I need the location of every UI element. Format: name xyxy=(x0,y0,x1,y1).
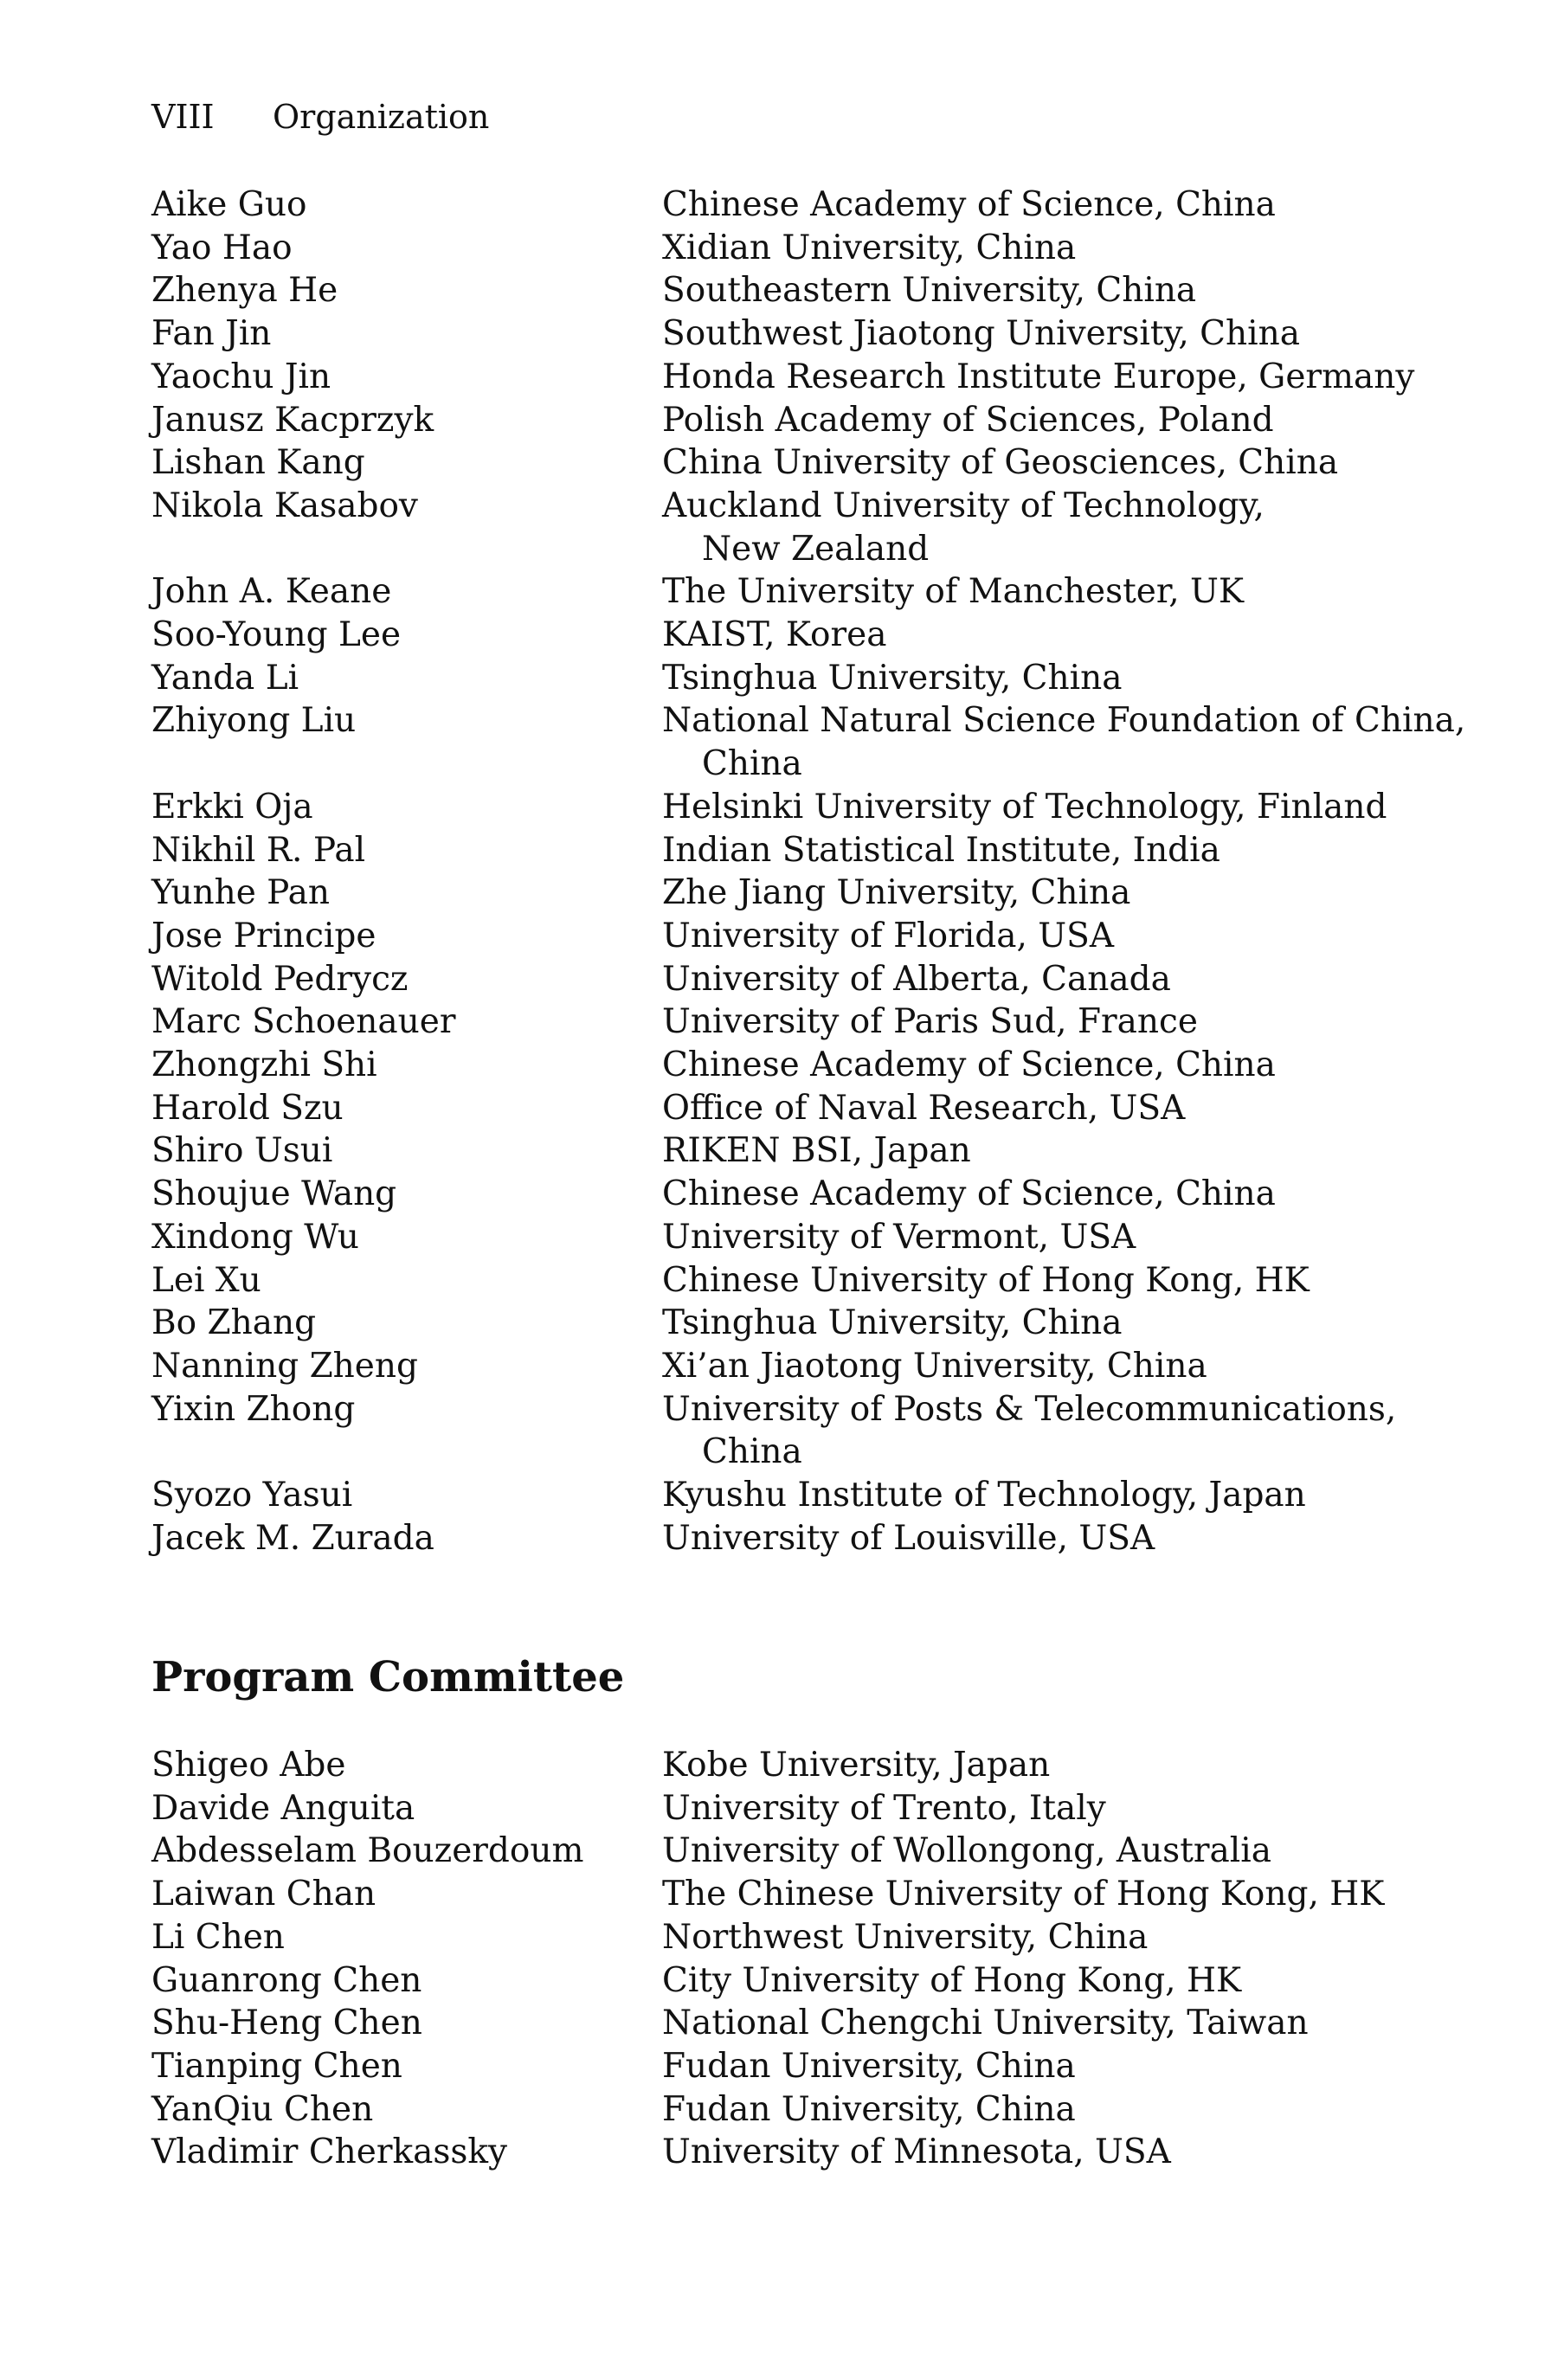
committee-member-row xyxy=(151,1959,1398,2003)
member-name: Yixin Zhong xyxy=(151,1389,356,1429)
member-name: Witold Pedrycz xyxy=(151,959,409,999)
member-name: Bo Zhang xyxy=(151,1303,317,1343)
member-affiliation xyxy=(662,227,1398,270)
member-affiliation xyxy=(662,399,1398,442)
committee-member-row xyxy=(151,570,1398,614)
committee-member-row xyxy=(151,1044,1398,1087)
affiliation-line: Kobe University, Japan xyxy=(662,1746,1051,1785)
member-name: Shigeo Abe xyxy=(151,1746,346,1785)
member-affiliation xyxy=(662,1787,1398,1830)
committee-member-row xyxy=(151,1474,1398,1517)
affiliation-line: Xi’an Jiaotong University, China xyxy=(662,1346,1207,1386)
committee-member-row xyxy=(151,1830,1398,1873)
committee-member-row xyxy=(151,1087,1398,1130)
member-name: Lei Xu xyxy=(151,1260,261,1300)
member-name: Zhongzhi Shi xyxy=(151,1045,377,1085)
member-affiliation xyxy=(662,183,1398,227)
member-affiliation xyxy=(662,1044,1398,1087)
member-affiliation xyxy=(662,570,1398,614)
affiliation-line: University of Louisville, USA xyxy=(662,1518,1155,1558)
affiliation-line: University of Paris Sud, France xyxy=(662,1002,1198,1042)
committee-member-row xyxy=(151,829,1398,872)
member-affiliation xyxy=(662,1000,1398,1044)
affiliation-line: City University of Hong Kong, HK xyxy=(662,1960,1242,2000)
member-name: Xindong Wu xyxy=(151,1217,359,1257)
affiliation-continuation: China xyxy=(702,1432,802,1472)
committee-member-row xyxy=(151,699,1466,785)
member-affiliation xyxy=(662,1474,1398,1517)
committee-member-row xyxy=(151,1517,1398,1560)
member-affiliation xyxy=(662,1388,1398,1474)
committee-member-row xyxy=(151,1216,1398,1259)
member-name: Erkki Oja xyxy=(151,787,313,827)
affiliation-line: University of Alberta, Canada xyxy=(662,959,1171,999)
member-affiliation xyxy=(662,1173,1398,1216)
committee-member-row xyxy=(151,312,1398,356)
member-affiliation xyxy=(662,1916,1398,1959)
member-affiliation xyxy=(662,1302,1398,1345)
member-affiliation xyxy=(662,1517,1398,1560)
member-name: Jacek M. Zurada xyxy=(151,1518,434,1558)
committee-member-row xyxy=(151,2002,1398,2045)
committee-member-row xyxy=(151,915,1398,958)
affiliation-line: Chinese University of Hong Kong, HK xyxy=(662,1260,1310,1300)
committee-member-row xyxy=(151,958,1398,1001)
member-affiliation xyxy=(662,1873,1398,1916)
member-affiliation xyxy=(662,312,1398,356)
member-name: Marc Schoenauer xyxy=(151,1002,456,1042)
affiliation-line: Chinese Academy of Science, China xyxy=(662,1174,1276,1214)
member-name: Shoujue Wang xyxy=(151,1174,397,1214)
member-name: Nikhil R. Pal xyxy=(151,830,366,870)
affiliation-line: China University of Geosciences, China xyxy=(662,443,1339,483)
affiliation-line: Xidian University, China xyxy=(662,228,1077,267)
committee-member-row xyxy=(151,1302,1398,1345)
member-name: Janusz Kacprzyk xyxy=(151,400,434,440)
committee-member-row xyxy=(151,441,1398,485)
affiliation-line: The University of Manchester, UK xyxy=(662,572,1244,612)
affiliation-line: Southwest Jiaotong University, China xyxy=(662,314,1300,354)
advisory-committee-list xyxy=(151,183,1466,1560)
member-affiliation xyxy=(662,2131,1398,2174)
affiliation-line: Fudan University, China xyxy=(662,2046,1076,2086)
committee-member-row xyxy=(151,1173,1398,1216)
member-affiliation xyxy=(662,2045,1398,2088)
committee-member-row xyxy=(151,2088,1398,2132)
affiliation-line: Auckland University of Technology, xyxy=(662,486,1265,525)
member-affiliation xyxy=(662,2002,1398,2045)
affiliation-line: University of Wollongong, Australia xyxy=(662,1831,1271,1871)
member-name: Soo-Young Lee xyxy=(151,615,402,655)
member-affiliation xyxy=(662,872,1398,915)
member-affiliation xyxy=(662,1129,1398,1173)
member-name: Lishan Kang xyxy=(151,443,365,483)
committee-member-row xyxy=(151,269,1398,312)
affiliation-line: Chinese Academy of Science, China xyxy=(662,1045,1276,1085)
running-header xyxy=(151,95,489,138)
member-affiliation xyxy=(662,657,1398,700)
affiliation-line: University of Posts & Telecommunications, xyxy=(662,1389,1397,1429)
affiliation-line: University of Trento, Italy xyxy=(662,1788,1106,1828)
page-number: VIII xyxy=(151,98,215,136)
committee-member-row xyxy=(151,183,1398,227)
member-name: Syozo Yasui xyxy=(151,1476,353,1515)
affiliation-line: Southeastern University, China xyxy=(662,271,1197,311)
member-affiliation xyxy=(662,1216,1398,1259)
affiliation-continuation: New Zealand xyxy=(702,529,930,569)
member-name: Nanning Zheng xyxy=(151,1346,418,1386)
member-affiliation xyxy=(662,485,1398,570)
affiliation-line: Honda Research Institute Europe, Germany xyxy=(662,357,1415,396)
member-name: Tianping Chen xyxy=(151,2046,402,2086)
committee-member-row xyxy=(151,1916,1398,1959)
committee-member-row xyxy=(151,356,1415,399)
member-name: YanQiu Chen xyxy=(151,2089,374,2129)
committee-member-row xyxy=(151,872,1398,915)
member-name: Fan Jin xyxy=(151,314,272,354)
committee-member-row xyxy=(151,1787,1398,1830)
member-affiliation xyxy=(662,269,1398,312)
member-name: Yunhe Pan xyxy=(151,873,331,913)
member-affiliation xyxy=(662,356,1414,399)
affiliation-line: Kyushu Institute of Technology, Japan xyxy=(662,1476,1306,1515)
committee-member-row xyxy=(151,227,1398,270)
member-name: Yanda Li xyxy=(151,658,299,698)
committee-member-row xyxy=(151,1345,1398,1388)
member-affiliation xyxy=(662,915,1398,958)
member-affiliation xyxy=(662,1744,1398,1787)
member-affiliation xyxy=(662,1259,1398,1303)
member-name: Harold Szu xyxy=(151,1088,344,1128)
member-name: Yao Hao xyxy=(151,228,293,267)
member-affiliation xyxy=(662,614,1398,657)
committee-member-row xyxy=(151,1388,1398,1474)
committee-member-row xyxy=(151,2131,1398,2174)
affiliation-line: Tsinghua University, China xyxy=(662,658,1123,698)
member-affiliation xyxy=(662,1087,1398,1130)
member-name: Davide Anguita xyxy=(151,1788,415,1828)
program-committee-list xyxy=(151,1744,1398,2174)
member-name: Zhiyong Liu xyxy=(151,701,357,741)
affiliation-line: The Chinese University of Hong Kong, HK xyxy=(662,1875,1385,1914)
member-affiliation xyxy=(662,958,1398,1001)
affiliation-line: University of Florida, USA xyxy=(662,916,1115,955)
member-affiliation xyxy=(662,1959,1398,2003)
member-affiliation xyxy=(662,2088,1398,2132)
affiliation-line: RIKEN BSI, Japan xyxy=(662,1131,971,1171)
affiliation-line: Indian Statistical Institute, India xyxy=(662,830,1220,870)
committee-member-row xyxy=(151,657,1398,700)
affiliation-line: University of Vermont, USA xyxy=(662,1217,1136,1257)
committee-member-row xyxy=(151,1129,1398,1173)
committee-member-row xyxy=(151,1259,1398,1303)
committee-member-row xyxy=(151,1873,1398,1916)
running-title: Organization xyxy=(273,98,490,136)
section-title-program-committee: Program Committee xyxy=(151,1653,625,1701)
member-name: John A. Keane xyxy=(151,572,392,612)
affiliation-line: KAIST, Korea xyxy=(662,615,887,655)
member-affiliation xyxy=(662,1830,1398,1873)
affiliation-line: Tsinghua University, China xyxy=(662,1303,1123,1343)
affiliation-continuation: China xyxy=(702,744,802,784)
committee-member-row xyxy=(151,485,1398,570)
member-name: Jose Principe xyxy=(151,916,376,955)
member-affiliation xyxy=(662,699,1465,785)
affiliation-line: Zhe Jiang University, China xyxy=(662,873,1131,913)
member-name: Vladimir Cherkassky xyxy=(151,2132,508,2172)
member-affiliation xyxy=(662,1345,1398,1388)
member-name: Yaochu Jin xyxy=(151,357,331,396)
member-affiliation xyxy=(662,786,1398,829)
member-name: Abdesselam Bouzerdoum xyxy=(151,1831,584,1871)
affiliation-line: National Chengchi University, Taiwan xyxy=(662,2004,1309,2043)
member-name: Li Chen xyxy=(151,1917,285,1957)
affiliation-line: Fudan University, China xyxy=(662,2089,1076,2129)
member-name: Laiwan Chan xyxy=(151,1875,376,1914)
affiliation-line: Northwest University, China xyxy=(662,1917,1149,1957)
affiliation-line: Chinese Academy of Science, China xyxy=(662,185,1276,224)
member-affiliation xyxy=(662,441,1398,485)
affiliation-line: Helsinki University of Technology, Finland xyxy=(662,787,1387,827)
committee-member-row xyxy=(151,399,1398,442)
member-name: Shu-Heng Chen xyxy=(151,2004,422,2043)
committee-member-row xyxy=(151,1000,1398,1044)
affiliation-line: National Natural Science Foundation of China, xyxy=(662,701,1466,741)
affiliation-line: Polish Academy of Sciences, Poland xyxy=(662,400,1274,440)
member-name: Zhenya He xyxy=(151,271,338,311)
affiliation-line: Office of Naval Research, USA xyxy=(662,1088,1186,1128)
committee-member-row xyxy=(151,1744,1398,1787)
affiliation-line: University of Minnesota, USA xyxy=(662,2132,1171,2172)
member-name: Guanrong Chen xyxy=(151,1960,422,2000)
member-name: Aike Guo xyxy=(151,185,307,224)
committee-member-row xyxy=(151,614,1398,657)
member-affiliation xyxy=(662,829,1398,872)
member-name: Nikola Kasabov xyxy=(151,486,418,525)
committee-member-row xyxy=(151,786,1398,829)
member-name: Shiro Usui xyxy=(151,1131,333,1171)
committee-member-row xyxy=(151,2045,1398,2088)
